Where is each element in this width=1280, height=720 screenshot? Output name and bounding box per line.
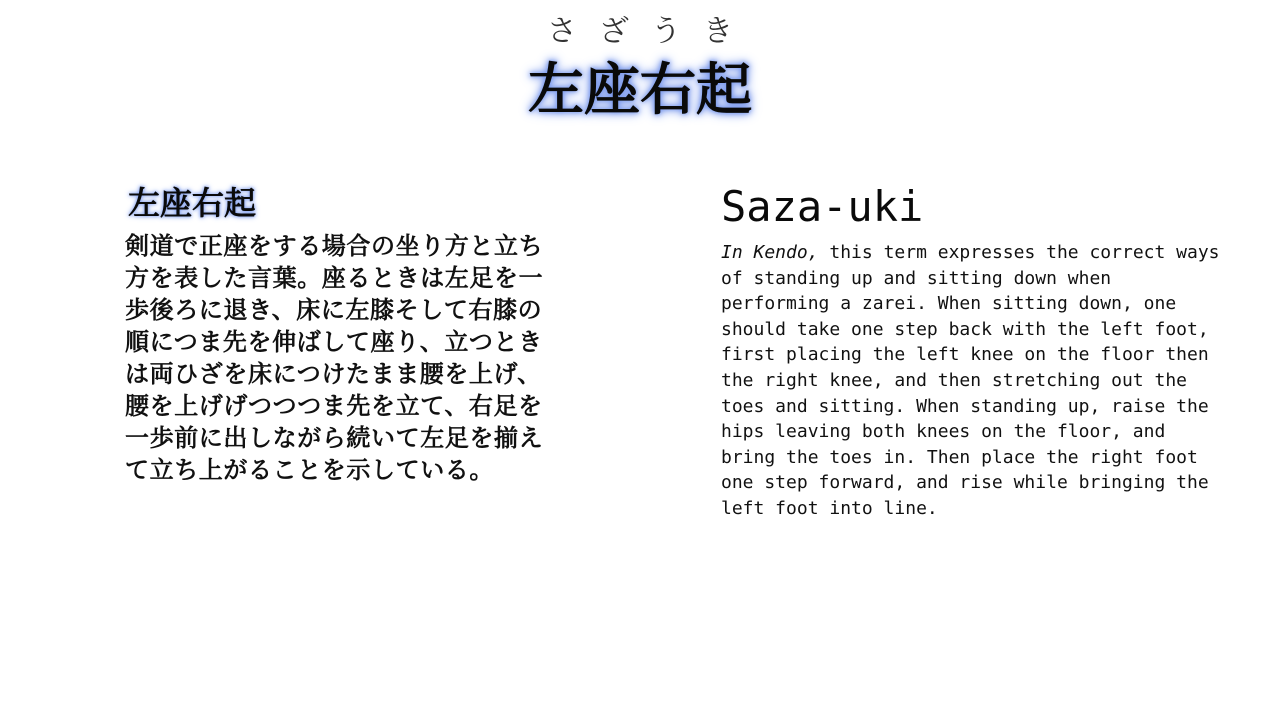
english-description <box>721 240 1221 522</box>
japanese-description: 剣道で正座をする場合の坐り方と立ち方を表した言葉。座るときは左足を一歩後ろに退き、床に左膝そして右膝の順につま先を伸ばして座り、立つときは両ひざを床につけたまま腰を上げ、腰を上げげつつつま先を立て、右足を一歩前に出しながら続いて左足を揃えて立ち上がることを示している。 <box>125 232 544 484</box>
japanese-heading: 左座右起 <box>128 184 257 222</box>
english-heading: Saza-uki <box>721 182 924 231</box>
english-body-text: this term expresses the correct ways of standing up and sitting down when performing a zarei. When sitting down, one should take one step back with the left foot, first placing the left knee on the floor then the right knee, and then stretching out the toes and sitting. When standing up, raise the hips leaving both knees on the floor, and bring the toes in. Then place the right foot one step forward, and rise while bringing the left foot into line. <box>721 242 1220 519</box>
english-intro: In Kendo, <box>721 242 819 263</box>
english-section <box>721 180 1221 522</box>
title-furigana: さざうき <box>547 14 755 49</box>
japanese-section <box>125 180 555 486</box>
page-title: 左座右起 <box>528 58 752 123</box>
